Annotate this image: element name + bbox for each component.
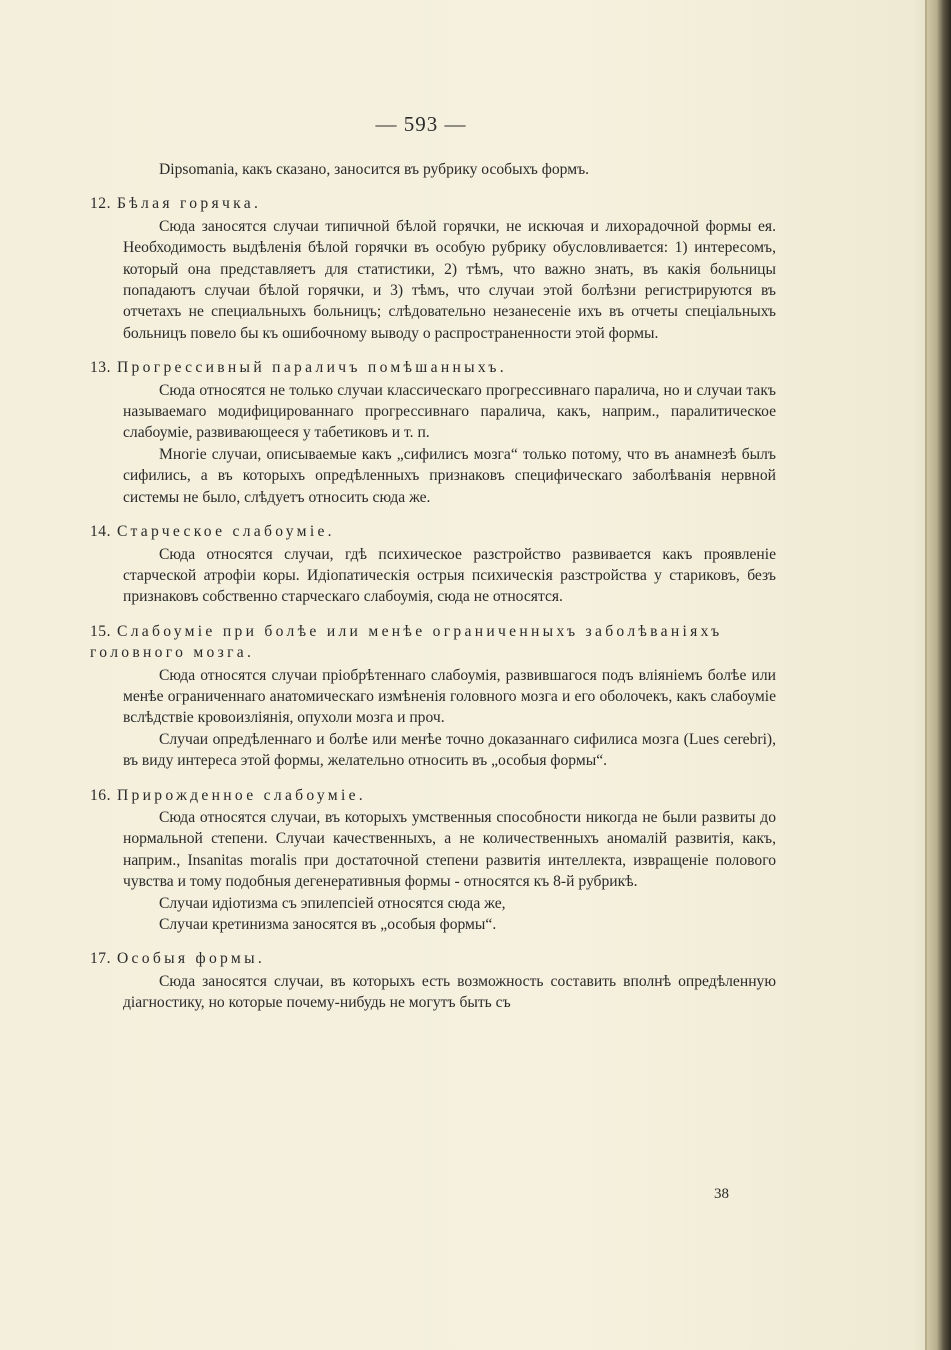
section-number: 17. (90, 950, 111, 968)
section-number: 12. (90, 195, 111, 213)
section-title: Бѣлая горячка. (117, 195, 262, 213)
section-title: Слабоуміе при болѣе или менѣе ограниченныхъ заболѣваніяхъ головного мозга. (90, 622, 723, 662)
paragraph: Сюда относятся случаи, въ которыхъ умственныя способности никогда не были развиты до нормальной степени. Случаи качественныхъ, а не количественныхъ аномалій развитія, какъ, наприм., Insanitas moralis при достаточной степени развитія интеллекта, извращеніе полового чувства и тому подобныя дегенеративныя формы - относятся къ 8-й рубрикѣ. (123, 808, 776, 891)
paragraph: Сюда относятся не только случаи классическаго прогрессивнаго паралича, но и случаи такъ называемаго модифицированнаго прогрессивнаго паралича, какъ, наприм., паралитическое слабоуміе, развивающееся у табетиковъ и т. п. (123, 381, 776, 442)
section-body (90, 971, 776, 1014)
paragraph: Случаи идіотизма съ эпилепсіей относятся сюда же, (159, 894, 506, 912)
signature-mark: 38 (714, 1186, 729, 1202)
section-body (90, 216, 776, 344)
intro-paragraph: Dipsomania, какъ сказано, заносится въ рубрику особыхъ формъ. (159, 161, 590, 178)
paragraph: Многіе случаи, описываемые какъ „сифилисъ мозга“ только потому, что въ анамнезѣ былъ сифились, а въ которыхъ опредѣленныхъ признаковъ специфическаго заболѣванія нервной системы не было, слѣдуетъ относить сюда же. (123, 445, 776, 506)
section-heading (90, 521, 776, 542)
paragraph: Случаи кретинизма заносятся въ „особыя формы“. (159, 916, 497, 933)
book-spine (927, 0, 951, 1350)
paragraph: Сюда относятся случаи, гдѣ психическое разстройство развивается какъ проявленіе старческой атрофіи коры. Идіопатическія острыя психическія разстройства у стариковъ, безъ признаковъ собственно старческаго слабоумія, сюда не относятся. (123, 545, 776, 606)
section (90, 193, 776, 344)
section-heading (90, 621, 776, 664)
section-body (90, 380, 776, 508)
section-heading (90, 193, 776, 214)
section-title: Особыя формы. (117, 950, 266, 968)
section-number: 16. (90, 786, 111, 804)
paragraph: Случаи опредѣленнаго и болѣе или менѣе точно доказаннаго сифилиса мозга (Lues cerebri), въ виду интереса этой формы, желательно относить въ „особыя формы“. (123, 730, 776, 770)
page-number: — 593 — (375, 112, 467, 136)
section-title: Прогрессивный параличъ помѣшанныхъ. (117, 359, 507, 377)
section-heading (90, 785, 776, 806)
section (90, 621, 776, 772)
section-title: Прирожденное слабоуміе. (117, 786, 367, 804)
paragraph: Сюда относятся случаи пріобрѣтеннаго слабоумія, развившагося подъ вліяніемъ болѣе или менѣе ограниченнаго анатомическаго измѣненія головного мозга и его оболочекъ, какъ слабоуміе вслѣдствіе кровоизліянія, опухоли мозга и проч. (123, 666, 776, 727)
section-body (90, 544, 776, 608)
section (90, 521, 776, 608)
section-body (90, 665, 776, 772)
section (90, 357, 776, 508)
section-title: Старческое слабоуміе. (117, 523, 335, 541)
section (90, 948, 776, 1013)
sections (90, 193, 776, 1013)
section-number: 14. (90, 523, 111, 541)
section-heading (90, 948, 776, 969)
section-body (90, 807, 776, 935)
section-number: 15. (90, 622, 111, 640)
page-content (90, 112, 776, 1014)
section-heading (90, 357, 776, 378)
section (90, 785, 776, 936)
paragraph: Сюда заносятся случаи, въ которыхъ есть возможность составить вполнѣ опредѣленную діагностику, но которые почему-нибудь не могутъ быть съ (123, 972, 776, 1012)
section-number: 13. (90, 359, 111, 377)
paragraph: Сюда заносятся случаи типичной бѣлой горячки, не искючая и лихорадочной формы ея. Необходимость выдѣленія бѣлой горячки въ особую рубрику обусловливается: 1) интересомъ, который она представляетъ для статистики, 2) тѣмъ, что важно знать, въ какія больницы попадаютъ случаи бѣлой горячки, и 3) тѣмъ, что случаи этой болѣзни регистрируются въ отчетахъ не специальныхъ больницъ; слѣдовательно незанесеніе ихъ въ отчеты спеціальныхъ больницъ повело бы къ ошибочному выводу о распространенности этой формы. (123, 217, 776, 342)
